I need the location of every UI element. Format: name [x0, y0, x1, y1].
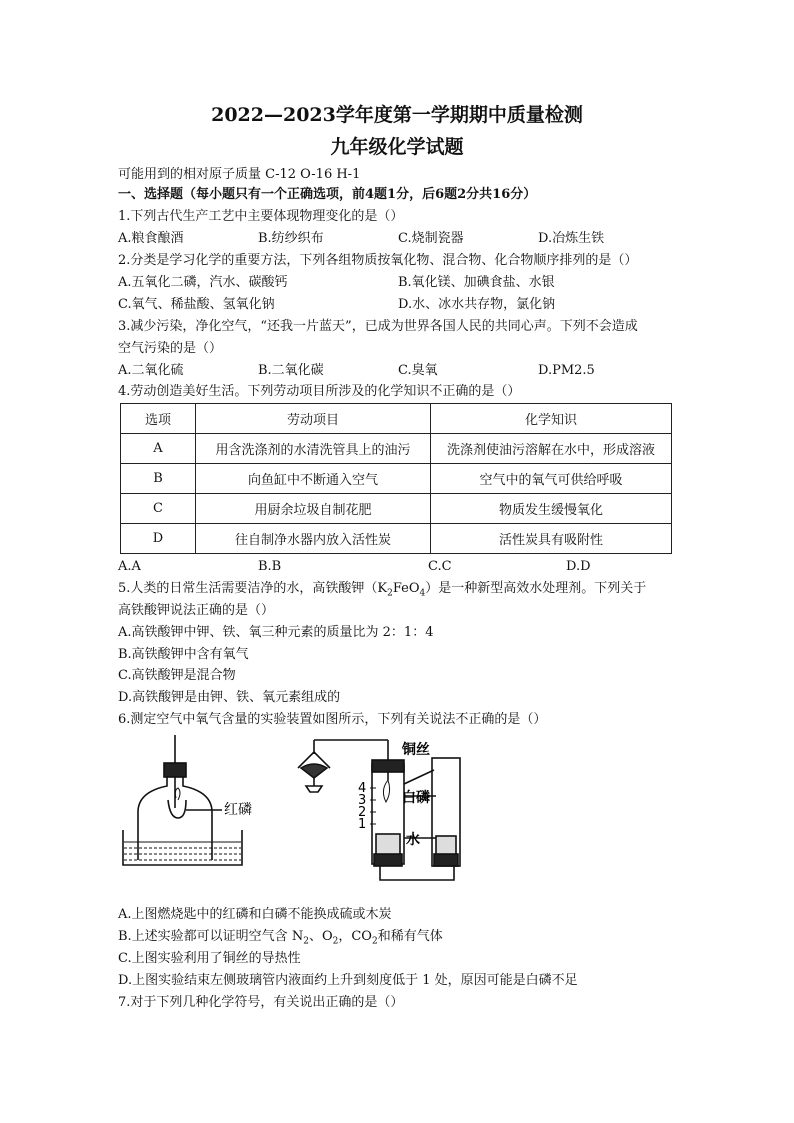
table-cell: 往自制净水器内放入活性炭 [196, 524, 431, 554]
table-cell: 向鱼缸中不断通入空气 [196, 464, 431, 494]
table-cell: C [121, 494, 196, 524]
table-header-cell: 化学知识 [431, 404, 672, 434]
q2-option-d: D.水、冰水共存物，氯化钠 [398, 297, 556, 312]
table-cell: 用含洗涤剂的水清洗管具上的油污 [196, 434, 431, 464]
label-water: 水 [406, 832, 420, 848]
subscript: 2 [387, 588, 393, 599]
exam-title: 2022—2023学年度第一学期期中质量检测 [211, 104, 583, 126]
table-row [121, 494, 672, 524]
q2-option-a: A.五氧化二磷，汽水、碳酸钙 [118, 275, 288, 290]
q6-apparatus-figure [118, 730, 638, 890]
q6-option-b-part: 、O [308, 929, 333, 944]
q3-option-c: C.臭氧 [398, 363, 438, 378]
table-header-cell: 选项 [121, 404, 196, 434]
q5-stem-line1 [118, 580, 646, 603]
subscript: 2 [371, 936, 378, 947]
q5-stem-part: FeO [392, 581, 420, 596]
table-cell: 用厨余垃圾自制花肥 [196, 494, 431, 524]
atomic-mass-line: 可能用到的相对原子质量 C-12 O-16 H-1 [118, 167, 361, 182]
scale-label-3: 3 [358, 793, 367, 808]
q6-option-a: A.上图燃烧匙中的红磷和白磷不能换成硫或木炭 [118, 907, 392, 922]
q2-stem: 2.分类是学习化学的重要方法，下列各组物质按氧化物、混合物、化合物顺序排列的是（） [118, 253, 638, 268]
q6-option-b [118, 928, 443, 951]
scale-label-4: 4 [358, 781, 367, 796]
q6-option-b-part: ，CO [338, 929, 372, 944]
label-copper-wire: 铜丝 [402, 742, 430, 758]
q3-stem-line2: 空气污染的是（） [118, 341, 223, 356]
q6-option-b-part: 和稀有气体 [377, 929, 443, 944]
q1-stem: 1.下列古代生产工艺中主要体现物理变化的是（） [118, 209, 404, 224]
scale-label-2: 2 [358, 805, 367, 820]
table-row [121, 524, 672, 554]
q4-option-a: A.A [118, 559, 141, 574]
table-cell: 洗涤剂使油污溶解在水中，形成溶液 [431, 434, 672, 464]
section-heading: 一、选择题（每小题只有一个正确选项，前4题1分，后6题2分共16分） [118, 187, 537, 202]
table-cell: 物质发生缓慢氧化 [431, 494, 672, 524]
q4-option-b: B.B [258, 559, 282, 574]
table-row [121, 464, 672, 494]
q2-option-c: C.氧气、稀盐酸、氢氧化钠 [118, 297, 275, 312]
subscript: 2 [303, 936, 309, 947]
q6-stem: 6.测定空气中氧气含量的实验装置如图所示，下列有关说法不正确的是（） [118, 712, 547, 727]
q5-stem-part: ）是一种新型高效水处理剂。下列关于 [425, 581, 647, 596]
subscript: 4 [419, 588, 426, 599]
q3-option-d: D.PM2.5 [538, 363, 595, 378]
q3-option-a: A.二氧化硫 [118, 363, 184, 378]
scale-marks [370, 788, 376, 824]
q3-stem-line1: 3.减少污染，净化空气，“还我一片蓝天”，已成为世界各国人民的共同心声。下列不会造成 [118, 319, 638, 334]
q5-option-b: B.高铁酸钾中含有氧气 [118, 647, 249, 662]
q5-option-c: C.高铁酸钾是混合物 [118, 668, 236, 683]
water-hatching [124, 842, 241, 860]
q1-option-a: A.粮食酿酒 [118, 231, 184, 246]
table-header-cell: 劳动项目 [196, 404, 431, 434]
table-cell: 空气中的氧气可供给呼吸 [431, 464, 672, 494]
q5-option-d: D.高铁酸钾是由钾、铁、氧元素组成的 [118, 690, 341, 705]
scale-label-1: 1 [358, 817, 367, 832]
q3-option-b: B.二氧化碳 [258, 363, 324, 378]
q4-stem: 4.劳动创造美好生活。下列劳动项目所涉及的化学知识不正确的是（） [118, 384, 521, 399]
q7-stem: 7.对于下列几种化学符号，有关说出正确的是（） [118, 995, 404, 1010]
label-red-phosphorus: 红磷 [224, 802, 252, 818]
q1-option-d: D.冶炼生铁 [538, 231, 605, 246]
q5-stem-line2: 高铁酸钾说法正确的是（） [118, 603, 275, 618]
q5-option-a: A.高铁酸钾中钾、铁、氧三种元素的质量比为 2：1：4 [118, 625, 434, 640]
exam-subtitle: 九年级化学试题 [330, 136, 464, 158]
label-white-phosphorus: 白磷 [402, 790, 430, 806]
table-row [121, 434, 672, 464]
table-cell: A [121, 434, 196, 464]
q6-option-c: C.上图实验利用了铜丝的导热性 [118, 951, 301, 966]
q4-table [120, 403, 672, 554]
q2-option-b: B.氧化镁、加碘食盐、水银 [398, 275, 555, 290]
subscript: 2 [332, 936, 339, 947]
q5-stem-part: 5.人类的日常生活需要洁净的水，高铁酸钾（K [118, 581, 388, 596]
table-cell: 活性炭具有吸附性 [431, 524, 672, 554]
q4-option-d: D.D [566, 559, 591, 574]
q1-option-b: B.纺纱织布 [258, 231, 324, 246]
bell-jar-apparatus [123, 735, 242, 865]
q6-option-d: D.上图实验结束左侧玻璃管内液面约上升到刻度低于 1 处，原因可能是白磷不足 [118, 973, 578, 988]
q1-option-c: C.烧制瓷器 [398, 231, 464, 246]
q4-option-c: C.C [428, 559, 452, 574]
table-header-row [121, 404, 672, 434]
table-cell: B [121, 464, 196, 494]
table-cell: D [121, 524, 196, 554]
burner-and-tubes [298, 740, 460, 880]
q6-option-b-part: B.上述实验都可以证明空气含 N [118, 929, 304, 944]
